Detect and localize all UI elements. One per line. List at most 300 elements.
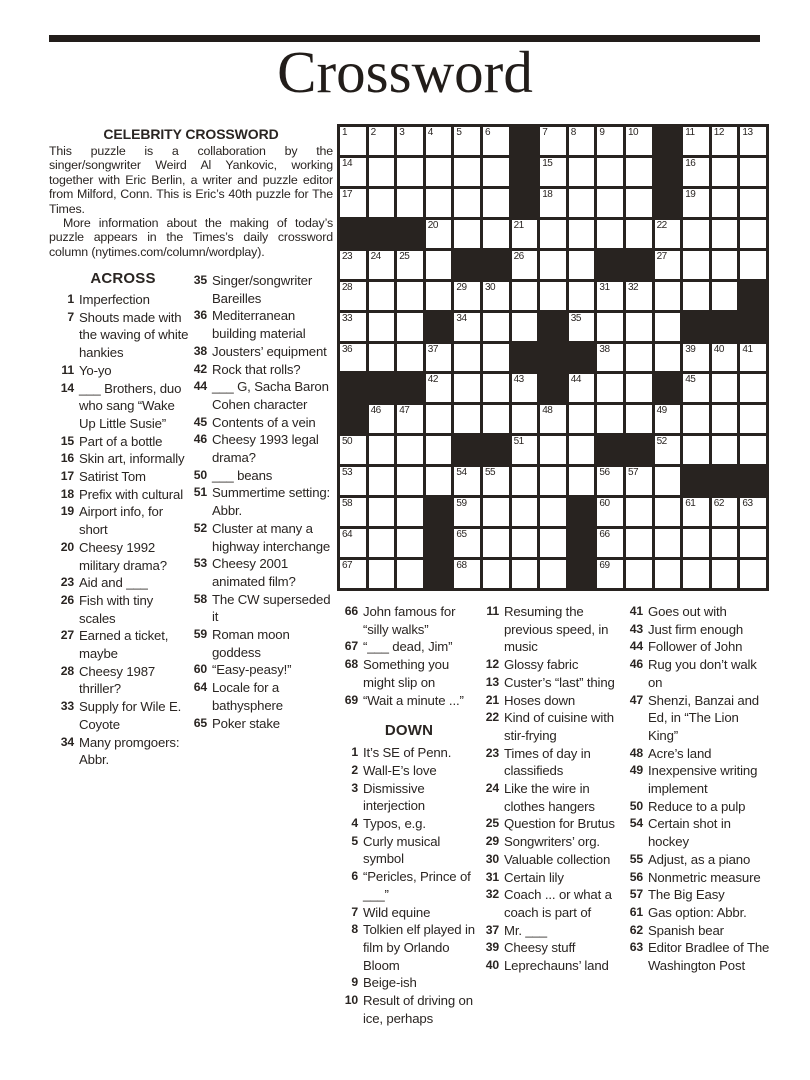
clue-down-12 (482, 656, 622, 674)
grid-cell-r9c4[interactable] (426, 374, 452, 402)
grid-cell-r7c7[interactable] (512, 313, 538, 341)
grid-cell-r15c6[interactable] (483, 560, 509, 588)
grid-cell-r3c14[interactable] (712, 189, 738, 217)
clue-number: 62 (629, 922, 643, 937)
grid-cell-r11c14[interactable] (712, 436, 738, 464)
grid-cell-r15c11[interactable] (626, 560, 652, 588)
grid-cell-r8c1[interactable] (340, 344, 366, 372)
grid-black-square (512, 344, 538, 372)
grid-black-square (340, 374, 366, 402)
grid-cell-r4c5[interactable] (454, 220, 480, 248)
grid-black-square (512, 189, 538, 217)
grid-cell-r11c2[interactable] (369, 436, 395, 464)
grid-cell-r2c13[interactable] (683, 158, 709, 186)
grid-cell-r7c3[interactable] (397, 313, 423, 341)
grid-cell-r13c14[interactable] (712, 498, 738, 526)
cell-number: 34 (456, 312, 467, 324)
grid-cell-r2c10[interactable] (597, 158, 623, 186)
grid-cell-r3c3[interactable] (397, 189, 423, 217)
grid-cell-r14c5[interactable] (454, 529, 480, 557)
grid-cell-r3c11[interactable] (626, 189, 652, 217)
clue-across-14 (57, 380, 189, 433)
cell-number: 4 (427, 127, 433, 138)
grid-cell-r1c8[interactable] (540, 127, 566, 155)
grid-cell-r14c12[interactable] (655, 529, 681, 557)
clue-number: 2 (351, 762, 358, 777)
grid-cell-r6c6[interactable] (483, 282, 509, 310)
grid-cell-r2c14[interactable] (712, 158, 738, 186)
grid-cell-r14c13[interactable] (683, 529, 709, 557)
cell-number: 13 (742, 127, 753, 138)
clue-across-51 (190, 484, 333, 519)
grid-cell-r13c6[interactable] (483, 498, 509, 526)
clue-down-44 (626, 638, 770, 656)
grid-cell-r14c7[interactable] (512, 529, 538, 557)
grid-cell-r10c12[interactable] (655, 405, 681, 433)
cell-number: 15 (542, 157, 553, 169)
grid-cell-r12c2[interactable] (369, 467, 395, 495)
grid-cell-r7c6[interactable] (483, 313, 509, 341)
clue-down-30 (482, 851, 622, 869)
grid-cell-r3c1[interactable] (340, 189, 366, 217)
grid-cell-r9c15[interactable] (740, 374, 766, 402)
grid-cell-r14c10[interactable] (597, 529, 623, 557)
grid-cell-r8c5[interactable] (454, 344, 480, 372)
grid-cell-r6c3[interactable] (397, 282, 423, 310)
clue-text: Coach ... or what a coach is part of (504, 887, 612, 920)
grid-cell-r5c8[interactable] (540, 251, 566, 279)
grid-cell-r11c8[interactable] (540, 436, 566, 464)
clue-number: 34 (60, 734, 74, 749)
clue-text: Aid and ___ (79, 575, 148, 591)
grid-cell-r12c6[interactable] (483, 467, 509, 495)
grid-cell-r11c4[interactable] (426, 436, 452, 464)
cell-number: 11 (685, 127, 695, 138)
grid-cell-r3c10[interactable] (597, 189, 623, 217)
grid-cell-r15c14[interactable] (712, 560, 738, 588)
grid-cell-r10c6[interactable] (483, 405, 509, 433)
grid-cell-r13c1[interactable] (340, 498, 366, 526)
clue-number: 61 (629, 904, 643, 919)
grid-cell-r12c8[interactable] (540, 467, 566, 495)
cell-number: 43 (513, 374, 524, 386)
grid-cell-r12c4[interactable] (426, 467, 452, 495)
grid-cell-r14c1[interactable] (340, 529, 366, 557)
clue-down-31 (482, 869, 622, 887)
clue-number: 25 (485, 816, 499, 831)
grid-cell-r6c7[interactable] (512, 282, 538, 310)
grid-black-square (369, 374, 395, 402)
grid-black-square (569, 560, 595, 588)
clue-text: Mediterranean building material (212, 308, 306, 342)
grid-cell-r3c4[interactable] (426, 189, 452, 217)
grid-cell-r15c15[interactable] (740, 560, 766, 588)
grid-cell-r6c10[interactable] (597, 282, 623, 310)
grid-black-square (512, 127, 538, 155)
grid-cell-r2c2[interactable] (369, 158, 395, 186)
clue-number: 32 (485, 887, 499, 902)
grid-cell-r6c5[interactable] (454, 282, 480, 310)
grid-cell-r15c2[interactable] (369, 560, 395, 588)
grid-cell-r10c10[interactable] (597, 405, 623, 433)
grid-cell-r7c9[interactable] (569, 313, 595, 341)
cell-number: 18 (542, 188, 553, 200)
grid-cell-r11c13[interactable] (683, 436, 709, 464)
cell-number: 24 (370, 250, 381, 262)
clue-number: 57 (629, 887, 643, 902)
clue-text: Editor Bradlee of The Washington Post (648, 940, 770, 974)
grid-cell-r4c12[interactable] (655, 220, 681, 248)
clue-text: Adjust, as a piano (648, 851, 751, 867)
grid-cell-r1c14[interactable] (712, 127, 738, 155)
grid-cell-r12c3[interactable] (397, 467, 423, 495)
grid-cell-r10c13[interactable] (683, 405, 709, 433)
cell-number: 29 (456, 281, 467, 293)
grid-cell-r9c7[interactable] (512, 374, 538, 402)
clue-across-23 (57, 574, 189, 592)
clue-text: Cheesy 1992 military drama? (79, 539, 167, 573)
grid-cell-r10c15[interactable] (740, 405, 766, 433)
grid-cell-r2c5[interactable] (454, 158, 480, 186)
grid-cell-r14c2[interactable] (369, 529, 395, 557)
grid-cell-r12c1[interactable] (340, 467, 366, 495)
grid-cell-r10c14[interactable] (712, 405, 738, 433)
clue-text: “Wait a minute ...” (363, 692, 464, 708)
clue-across-42 (190, 361, 333, 379)
grid-cell-r8c14[interactable] (712, 344, 738, 372)
grid-cell-r3c2[interactable] (369, 189, 395, 217)
grid-cell-r3c9[interactable] (569, 189, 595, 217)
cell-number: 59 (456, 498, 467, 510)
grid-cell-r5c7[interactable] (512, 251, 538, 279)
grid-black-square (483, 436, 509, 464)
clue-number: 20 (60, 539, 74, 554)
clue-across-64 (190, 679, 333, 714)
grid-cell-r9c5[interactable] (454, 374, 480, 402)
clue-column-5 (626, 603, 770, 975)
grid-cell-r9c9[interactable] (569, 374, 595, 402)
grid-cell-r7c10[interactable] (597, 313, 623, 341)
grid-cell-r1c1[interactable] (340, 127, 366, 155)
grid-cell-r5c13[interactable] (683, 251, 709, 279)
grid-cell-r6c8[interactable] (540, 282, 566, 310)
clue-across-20 (57, 539, 189, 574)
grid-cell-r9c6[interactable] (483, 374, 509, 402)
grid-black-square (655, 189, 681, 217)
clue-text: Acre’s land (648, 745, 712, 761)
cell-number: 48 (542, 405, 553, 417)
clue-number: 38 (193, 343, 207, 358)
grid-cell-r13c15[interactable] (740, 498, 766, 526)
clue-text: Goes out with (648, 604, 727, 619)
grid-cell-r1c3[interactable] (397, 127, 423, 155)
grid-cell-r13c10[interactable] (597, 498, 623, 526)
grid-cell-r12c10[interactable] (597, 467, 623, 495)
grid-black-square (740, 282, 766, 310)
clue-number: 68 (344, 657, 358, 672)
grid-cell-r10c7[interactable] (512, 405, 538, 433)
clue-across-1 (57, 291, 189, 309)
grid-cell-r4c14[interactable] (712, 220, 738, 248)
grid-cell-r4c10[interactable] (597, 220, 623, 248)
grid-cell-r12c12[interactable] (655, 467, 681, 495)
clue-text: Satirist Tom (79, 469, 146, 485)
clue-text: Dismissive interjection (363, 780, 425, 814)
grid-cell-r5c1[interactable] (340, 251, 366, 279)
clue-number: 16 (60, 451, 74, 466)
clue-text: Nonmetric measure (648, 869, 761, 885)
grid-cell-r11c3[interactable] (397, 436, 423, 464)
grid-cell-r10c11[interactable] (626, 405, 652, 433)
grid-cell-r12c7[interactable] (512, 467, 538, 495)
grid-cell-r5c3[interactable] (397, 251, 423, 279)
cell-number: 51 (513, 436, 524, 448)
clue-text: Airport info, for short (79, 504, 163, 538)
grid-cell-r8c3[interactable] (397, 344, 423, 372)
grid-black-square (655, 158, 681, 186)
grid-cell-r1c4[interactable] (426, 127, 452, 155)
clue-across-19 (57, 503, 189, 538)
grid-cell-r1c10[interactable] (597, 127, 623, 155)
grid-cell-r13c3[interactable] (397, 498, 423, 526)
clue-number: 40 (485, 958, 499, 973)
grid-cell-r7c2[interactable] (369, 313, 395, 341)
grid-cell-r8c4[interactable] (426, 344, 452, 372)
clue-number: 24 (485, 781, 499, 796)
grid-cell-r12c11[interactable] (626, 467, 652, 495)
cell-number: 38 (599, 343, 610, 355)
cell-number: 19 (685, 188, 696, 200)
down-list-part-2 (482, 603, 622, 975)
grid-cell-r1c13[interactable] (683, 127, 709, 155)
grid-cell-r6c14[interactable] (712, 282, 738, 310)
grid-cell-r2c6[interactable] (483, 158, 509, 186)
grid-cell-r15c10[interactable] (597, 560, 623, 588)
grid-cell-r8c2[interactable] (369, 344, 395, 372)
grid-cell-r3c5[interactable] (454, 189, 480, 217)
grid-cell-r1c6[interactable] (483, 127, 509, 155)
grid-cell-r14c11[interactable] (626, 529, 652, 557)
clue-text: Yo-yo (79, 362, 112, 378)
clue-text: Gas option: Abbr. (648, 904, 747, 920)
grid-cell-r6c13[interactable] (683, 282, 709, 310)
grid-cell-r14c15[interactable] (740, 529, 766, 557)
grid-cell-r2c8[interactable] (540, 158, 566, 186)
grid-cell-r3c13[interactable] (683, 189, 709, 217)
clue-number: 45 (193, 414, 207, 429)
grid-black-square (569, 498, 595, 526)
cell-number: 64 (342, 529, 353, 541)
clue-text: Resuming the previous speed, in music (504, 604, 609, 655)
clue-across-15 (57, 433, 189, 451)
clue-number: 53 (193, 556, 207, 571)
grid-cell-r15c7[interactable] (512, 560, 538, 588)
grid-cell-r5c14[interactable] (712, 251, 738, 279)
grid-cell-r11c1[interactable] (340, 436, 366, 464)
clue-down-21 (482, 692, 622, 710)
grid-cell-r2c3[interactable] (397, 158, 423, 186)
grid-cell-r5c15[interactable] (740, 251, 766, 279)
grid-black-square (483, 251, 509, 279)
grid-cell-r2c11[interactable] (626, 158, 652, 186)
grid-cell-r1c11[interactable] (626, 127, 652, 155)
grid-cell-r4c7[interactable] (512, 220, 538, 248)
clue-down-63 (626, 939, 770, 974)
cell-number: 12 (713, 127, 724, 138)
grid-cell-r8c12[interactable] (655, 344, 681, 372)
clue-across-44 (190, 378, 333, 413)
grid-cell-r2c4[interactable] (426, 158, 452, 186)
clue-number: 41 (629, 604, 643, 618)
clue-number: 28 (60, 663, 74, 678)
grid-cell-r10c5[interactable] (454, 405, 480, 433)
grid-black-square (740, 467, 766, 495)
grid-cell-r4c15[interactable] (740, 220, 766, 248)
grid-cell-r6c1[interactable] (340, 282, 366, 310)
grid-cell-r11c15[interactable] (740, 436, 766, 464)
grid-cell-r10c8[interactable] (540, 405, 566, 433)
cell-number: 33 (342, 312, 353, 324)
grid-cell-r4c6[interactable] (483, 220, 509, 248)
grid-cell-r7c11[interactable] (626, 313, 652, 341)
grid-cell-r4c8[interactable] (540, 220, 566, 248)
grid-cell-r10c4[interactable] (426, 405, 452, 433)
grid-cell-r12c5[interactable] (454, 467, 480, 495)
grid-cell-r13c11[interactable] (626, 498, 652, 526)
clue-across-46 (190, 431, 333, 466)
grid-cell-r5c4[interactable] (426, 251, 452, 279)
clue-text: Singer/songwriter Bareilles (212, 273, 313, 306)
grid-cell-r5c9[interactable] (569, 251, 595, 279)
grid-cell-r15c12[interactable] (655, 560, 681, 588)
clue-across-45 (190, 414, 333, 432)
grid-cell-r9c11[interactable] (626, 374, 652, 402)
grid-cell-r9c14[interactable] (712, 374, 738, 402)
grid-cell-r4c11[interactable] (626, 220, 652, 248)
clue-number: 50 (629, 798, 643, 813)
grid-cell-r9c10[interactable] (597, 374, 623, 402)
clue-across-18 (57, 486, 189, 504)
clue-number: 9 (351, 975, 358, 990)
clue-number: 5 (351, 833, 358, 848)
grid-cell-r6c9[interactable] (569, 282, 595, 310)
grid-cell-r13c5[interactable] (454, 498, 480, 526)
grid-cell-r1c9[interactable] (569, 127, 595, 155)
grid-cell-r14c3[interactable] (397, 529, 423, 557)
grid-cell-r8c11[interactable] (626, 344, 652, 372)
grid-cell-r14c14[interactable] (712, 529, 738, 557)
grid-cell-r3c15[interactable] (740, 189, 766, 217)
across-list-part-3 (341, 603, 477, 709)
grid-cell-r8c13[interactable] (683, 344, 709, 372)
clue-number: 48 (629, 745, 643, 760)
grid-cell-r1c15[interactable] (740, 127, 766, 155)
grid-cell-r7c5[interactable] (454, 313, 480, 341)
clue-text: Hoses down (504, 692, 576, 708)
clue-text: Shouts made with the waving of white hankies (79, 309, 189, 361)
grid-cell-r11c7[interactable] (512, 436, 538, 464)
cell-number: 42 (427, 374, 438, 386)
grid-cell-r5c2[interactable] (369, 251, 395, 279)
clue-text: Certain shot in hockey (648, 816, 731, 850)
grid-cell-r13c2[interactable] (369, 498, 395, 526)
cell-number: 5 (456, 127, 462, 138)
grid-cell-r10c3[interactable] (397, 405, 423, 433)
grid-cell-r2c1[interactable] (340, 158, 366, 186)
grid-cell-r14c6[interactable] (483, 529, 509, 557)
grid-cell-r13c12[interactable] (655, 498, 681, 526)
clue-down-6 (341, 868, 477, 903)
grid-cell-r14c8[interactable] (540, 529, 566, 557)
clue-text: Something you might slip on (363, 657, 450, 690)
clue-across-68 (341, 656, 477, 691)
grid-cell-r10c9[interactable] (569, 405, 595, 433)
grid-cell-r4c4[interactable] (426, 220, 452, 248)
clue-text: Inexpensive writing implement (648, 763, 758, 797)
clue-across-52 (190, 520, 333, 555)
grid-cell-r15c8[interactable] (540, 560, 566, 588)
grid-cell-r15c13[interactable] (683, 560, 709, 588)
grid-cell-r8c10[interactable] (597, 344, 623, 372)
intro-paragraph: More information about the making of today’s puzzle appears in the Times’s daily crossword column (nytimes.com/column/wordplay). (49, 216, 333, 259)
grid-cell-r10c2[interactable] (369, 405, 395, 433)
grid-black-square (540, 374, 566, 402)
clue-text: Follower of John (648, 639, 743, 655)
grid-cell-r3c8[interactable] (540, 189, 566, 217)
grid-cell-r9c13[interactable] (683, 374, 709, 402)
grid-cell-r2c9[interactable] (569, 158, 595, 186)
grid-cell-r13c13[interactable] (683, 498, 709, 526)
grid-cell-r8c15[interactable] (740, 344, 766, 372)
grid-cell-r4c9[interactable] (569, 220, 595, 248)
clue-text: Beige-ish (363, 975, 417, 991)
clue-down-54 (626, 815, 770, 850)
grid-cell-r3c6[interactable] (483, 189, 509, 217)
clue-text: Songwriters’ org. (504, 834, 600, 850)
grid-cell-r4c13[interactable] (683, 220, 709, 248)
grid-cell-r6c12[interactable] (655, 282, 681, 310)
grid-cell-r11c9[interactable] (569, 436, 595, 464)
grid-cell-r12c9[interactable] (569, 467, 595, 495)
grid-cell-r15c1[interactable] (340, 560, 366, 588)
clue-number: 39 (485, 940, 499, 955)
grid-cell-r8c6[interactable] (483, 344, 509, 372)
grid-cell-r1c5[interactable] (454, 127, 480, 155)
clue-number: 42 (193, 361, 207, 376)
grid-cell-r6c11[interactable] (626, 282, 652, 310)
cell-number: 22 (656, 219, 667, 231)
grid-cell-r2c15[interactable] (740, 158, 766, 186)
clue-number: 12 (485, 657, 499, 672)
grid-cell-r6c2[interactable] (369, 282, 395, 310)
grid-cell-r7c12[interactable] (655, 313, 681, 341)
grid-cell-r7c1[interactable] (340, 313, 366, 341)
grid-cell-r5c12[interactable] (655, 251, 681, 279)
grid-cell-r13c8[interactable] (540, 498, 566, 526)
grid-cell-r11c12[interactable] (655, 436, 681, 464)
grid-cell-r15c3[interactable] (397, 560, 423, 588)
grid-cell-r13c7[interactable] (512, 498, 538, 526)
clue-across-16 (57, 450, 189, 468)
clue-number: 52 (193, 520, 207, 535)
clue-number: 66 (344, 604, 358, 618)
grid-cell-r1c2[interactable] (369, 127, 395, 155)
clue-down-48 (626, 745, 770, 763)
clue-across-7 (57, 309, 189, 362)
grid-cell-r15c5[interactable] (454, 560, 480, 588)
clue-text: Poker stake (212, 715, 280, 731)
grid-cell-r6c4[interactable] (426, 282, 452, 310)
